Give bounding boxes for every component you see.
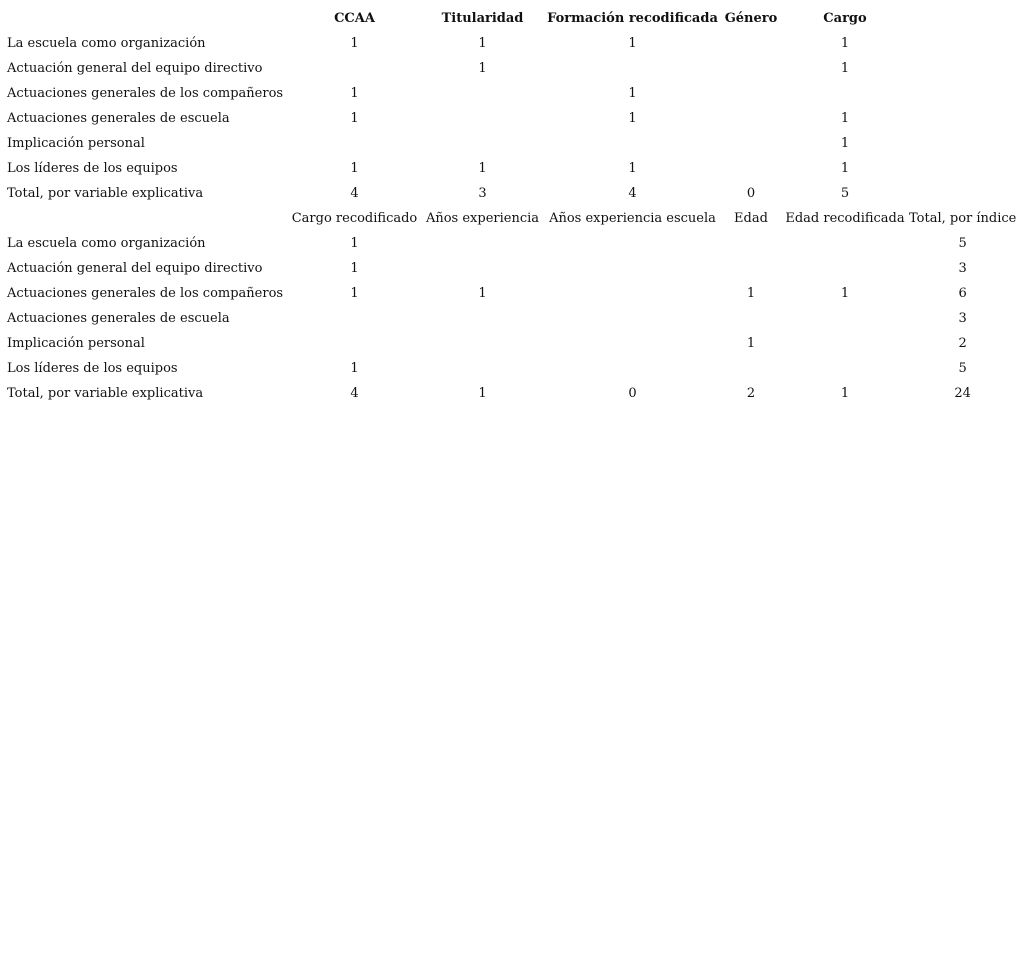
table-cell — [909, 56, 1016, 81]
table-cell: 1 — [840, 161, 850, 176]
corner-cell — [4, 206, 288, 231]
table-cell — [909, 181, 1016, 206]
table-row — [4, 281, 1016, 306]
table-cell: 1 — [478, 286, 487, 301]
table-cell — [288, 306, 421, 331]
row-label: La escuela como organización — [7, 36, 206, 51]
row-label: Implicación personal — [7, 336, 145, 351]
header-row-1 — [4, 6, 1016, 31]
table-cell — [781, 306, 909, 331]
table-cell — [781, 256, 909, 281]
row-label: Total, por variable explicativa — [7, 386, 204, 401]
header-row-2 — [4, 206, 1016, 231]
table-cell: 1 — [478, 386, 487, 401]
table-cell: 1 — [628, 111, 637, 126]
column-header: Años experiencia escuela — [549, 211, 716, 226]
table-cell: 1 — [350, 161, 359, 176]
row-label: Actuaciones generales de los compañeros — [7, 86, 284, 101]
table-cell: 1 — [628, 161, 637, 176]
table-cell: 1 — [840, 386, 850, 401]
column-header: Años experiencia — [425, 211, 540, 226]
table-cell: 24 — [954, 386, 971, 401]
corner-cell — [4, 6, 288, 31]
row-label: Actuación general del equipo directivo — [7, 61, 263, 76]
table-cell: 5 — [958, 361, 967, 376]
table-row — [4, 356, 1016, 381]
table-cell: 3 — [958, 261, 967, 276]
table-body-1 — [4, 31, 1016, 206]
table-cell: 1 — [350, 286, 359, 301]
table-cell — [721, 231, 781, 256]
table-cell: 1 — [628, 36, 637, 51]
table-cell: 1 — [840, 286, 850, 301]
table-cell — [909, 31, 1016, 56]
table-cell — [721, 106, 781, 131]
table-cell: 3 — [478, 186, 487, 201]
table-cell — [781, 231, 909, 256]
table-cell — [909, 106, 1016, 131]
column-header: CCAA — [334, 11, 375, 26]
table-body-2 — [4, 231, 1016, 406]
table-cell — [288, 56, 421, 81]
table-cell — [721, 256, 781, 281]
table-cell: 1 — [746, 336, 756, 351]
table-row — [4, 131, 1016, 156]
table-row — [4, 181, 1016, 206]
table-cell: 1 — [840, 61, 850, 76]
table-row — [4, 106, 1016, 131]
column-header: Edad recodificada — [785, 211, 905, 226]
table-cell — [544, 306, 721, 331]
table-cell: 1 — [840, 136, 850, 151]
row-label: Actuaciones generales de escuela — [7, 111, 230, 126]
table-cell: 1 — [840, 111, 850, 126]
table-cell — [421, 231, 544, 256]
table-cell — [288, 131, 421, 156]
table-cell: 1 — [350, 361, 359, 376]
row-label: Implicación personal — [7, 136, 145, 151]
table-cell: 5 — [840, 186, 850, 201]
table-cell: 2 — [958, 336, 967, 351]
row-label: Los líderes de los equipos — [7, 361, 178, 376]
column-header: Cargo — [823, 11, 867, 26]
table-cell: 1 — [746, 286, 756, 301]
table-cell: 5 — [958, 236, 967, 251]
table-cell: 0 — [746, 186, 756, 201]
table-cell: 1 — [350, 111, 359, 126]
row-label: Actuaciones generales de los compañeros — [7, 286, 284, 301]
table-cell — [721, 31, 781, 56]
results-table — [4, 6, 1016, 406]
column-header: Formación recodificada — [547, 11, 718, 26]
row-label: Los líderes de los equipos — [7, 161, 178, 176]
table-cell — [421, 131, 544, 156]
row-label: Total, por variable explicativa — [7, 186, 204, 201]
table-cell — [544, 131, 721, 156]
table-cell — [544, 356, 721, 381]
table-cell: 1 — [840, 36, 850, 51]
table-row — [4, 231, 1016, 256]
table-cell — [421, 356, 544, 381]
table-cell — [544, 281, 721, 306]
table-cell — [421, 331, 544, 356]
table-cell — [721, 356, 781, 381]
table-cell: 1 — [350, 261, 359, 276]
table-cell — [909, 156, 1016, 181]
table-cell: 1 — [478, 61, 487, 76]
table-cell: 4 — [628, 186, 637, 201]
table-cell: 3 — [958, 311, 967, 326]
table-cell — [288, 331, 421, 356]
table-cell — [544, 331, 721, 356]
column-header: Total, por índice — [909, 211, 1017, 226]
empty-header-cell — [909, 6, 1016, 31]
table-cell — [781, 81, 909, 106]
table-cell: 6 — [958, 286, 967, 301]
table-cell: 1 — [350, 36, 359, 51]
row-label: La escuela como organización — [7, 236, 206, 251]
table-cell: 1 — [478, 161, 487, 176]
table-row — [4, 31, 1016, 56]
table-cell — [781, 356, 909, 381]
table-cell — [909, 81, 1016, 106]
table-cell: 1 — [628, 86, 637, 101]
table-cell — [721, 306, 781, 331]
table-cell — [781, 331, 909, 356]
table-cell — [721, 131, 781, 156]
table-cell — [909, 131, 1016, 156]
table-cell: 1 — [350, 236, 359, 251]
table-cell — [544, 231, 721, 256]
table-cell: 0 — [628, 386, 637, 401]
table-row — [4, 56, 1016, 81]
column-header: Cargo recodificado — [291, 211, 418, 226]
row-label: Actuaciones generales de escuela — [7, 311, 230, 326]
table-cell: 1 — [350, 86, 359, 101]
table-row — [4, 381, 1016, 406]
table-cell — [721, 81, 781, 106]
table-cell — [421, 81, 544, 106]
table-cell — [421, 256, 544, 281]
table-row — [4, 81, 1016, 106]
table-row — [4, 256, 1016, 281]
table-cell: 4 — [350, 186, 359, 201]
table-cell: 2 — [746, 386, 756, 401]
table-row — [4, 156, 1016, 181]
table-row — [4, 331, 1016, 356]
table-cell — [721, 156, 781, 181]
column-header: Género — [724, 11, 778, 26]
column-header: Titularidad — [441, 11, 524, 26]
table-cell: 4 — [350, 386, 359, 401]
column-header: Edad — [734, 211, 768, 226]
subheader-section — [4, 206, 1016, 231]
table-row — [4, 306, 1016, 331]
table-cell — [421, 306, 544, 331]
table-cell — [721, 56, 781, 81]
table-cell — [544, 56, 721, 81]
table-cell — [421, 106, 544, 131]
table-cell — [544, 256, 721, 281]
row-label: Actuación general del equipo directivo — [7, 261, 263, 276]
table-cell: 1 — [478, 36, 487, 51]
